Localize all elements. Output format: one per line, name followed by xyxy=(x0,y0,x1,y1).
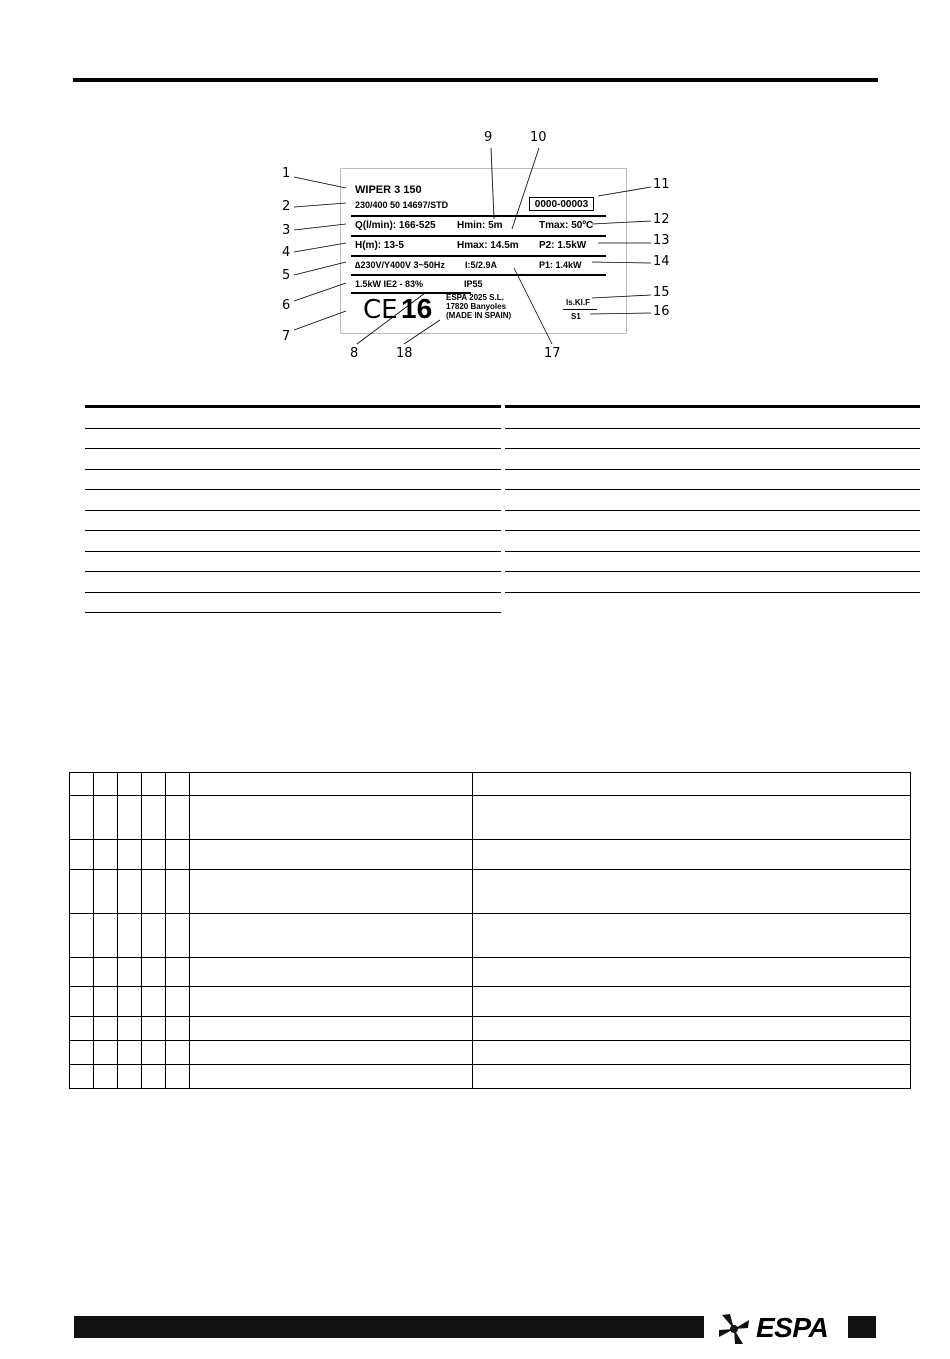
table-row xyxy=(70,914,911,958)
table-row xyxy=(70,773,911,796)
table-row xyxy=(70,1017,911,1041)
maker-line: (MADE IN SPAIN) xyxy=(446,311,512,320)
legend-list-left xyxy=(85,405,501,613)
list-item xyxy=(505,490,920,511)
p1: P1: 1.4kW xyxy=(539,260,582,270)
list-item xyxy=(85,470,501,491)
table-row xyxy=(70,1065,911,1089)
footer-page-tab xyxy=(848,1316,876,1338)
model-code: 230/400 50 14697/STD xyxy=(355,200,449,210)
list-item xyxy=(505,408,920,429)
table-row xyxy=(70,987,911,1017)
list-item xyxy=(85,593,501,614)
p2: P2: 1.5kW xyxy=(539,240,587,251)
duty-class: S1 xyxy=(571,312,581,321)
current: I:5/2.9A xyxy=(465,260,498,270)
list-item xyxy=(505,511,920,532)
callout-15: 15 xyxy=(653,285,670,300)
tmax: Tmax: 50ºC xyxy=(539,220,594,231)
list-item xyxy=(505,449,920,470)
callout-14: 14 xyxy=(653,254,670,269)
table-row xyxy=(70,796,911,840)
list-item xyxy=(85,490,501,511)
list-item xyxy=(505,552,920,573)
efficiency: 1.5kW IE2 - 83% xyxy=(355,279,424,289)
callout-1: 1 xyxy=(282,166,291,181)
espa-logo-icon xyxy=(716,1312,752,1346)
model-name: WIPER 3 150 xyxy=(355,184,422,196)
callout-18: 18 xyxy=(396,346,413,361)
serial-number: 0000-00003 xyxy=(529,197,594,211)
footer-bar xyxy=(74,1316,704,1338)
brand-name: ESPA xyxy=(756,1312,829,1343)
callout-5: 5 xyxy=(282,268,291,283)
list-item xyxy=(85,572,501,593)
notified-body-number: 16 xyxy=(401,293,433,324)
list-item xyxy=(85,408,501,429)
table-row xyxy=(70,958,911,987)
hmax: Hmax: 14.5m xyxy=(457,240,519,251)
callout-10: 10 xyxy=(530,130,547,145)
flow-range: Q(l/min): 166-525 xyxy=(355,220,436,231)
callout-8: 8 xyxy=(350,346,359,361)
list-item xyxy=(505,531,920,552)
list-item xyxy=(85,449,501,470)
ip-rating: IP55 xyxy=(464,279,483,289)
list-item xyxy=(505,470,920,491)
callout-9: 9 xyxy=(484,130,493,145)
voltage: ∆230V/Y400V 3~50Hz xyxy=(355,260,445,270)
maker-line: ESPA 2025 S.L. xyxy=(446,293,504,302)
maker-line: 17820 Banyoles xyxy=(446,302,507,311)
legend-list-right xyxy=(505,405,920,593)
list-item xyxy=(85,511,501,532)
callout-17: 17 xyxy=(544,346,561,361)
callout-3: 3 xyxy=(282,223,291,238)
list-item xyxy=(85,429,501,450)
list-item xyxy=(85,531,501,552)
callout-13: 13 xyxy=(653,233,670,248)
callout-12: 12 xyxy=(653,212,670,227)
callout-7: 7 xyxy=(282,329,291,344)
hmin: Hmin: 5m xyxy=(457,220,503,231)
troubleshooting-table xyxy=(69,772,911,1089)
list-item xyxy=(505,429,920,450)
callout-16: 16 xyxy=(653,304,670,319)
espa-logo xyxy=(716,1308,838,1348)
table-row xyxy=(70,870,911,914)
callout-11: 11 xyxy=(653,177,670,192)
table-row xyxy=(70,1041,911,1065)
insulation-class: Is.Kl.F xyxy=(566,298,591,307)
callout-leaders xyxy=(0,0,950,400)
callout-2: 2 xyxy=(282,199,291,214)
ce-mark: CE xyxy=(363,295,398,325)
callout-6: 6 xyxy=(282,298,291,313)
head-range: H(m): 13-5 xyxy=(355,240,404,251)
callout-4: 4 xyxy=(282,245,291,260)
table-row xyxy=(70,840,911,870)
list-item xyxy=(85,552,501,573)
list-item xyxy=(505,572,920,593)
